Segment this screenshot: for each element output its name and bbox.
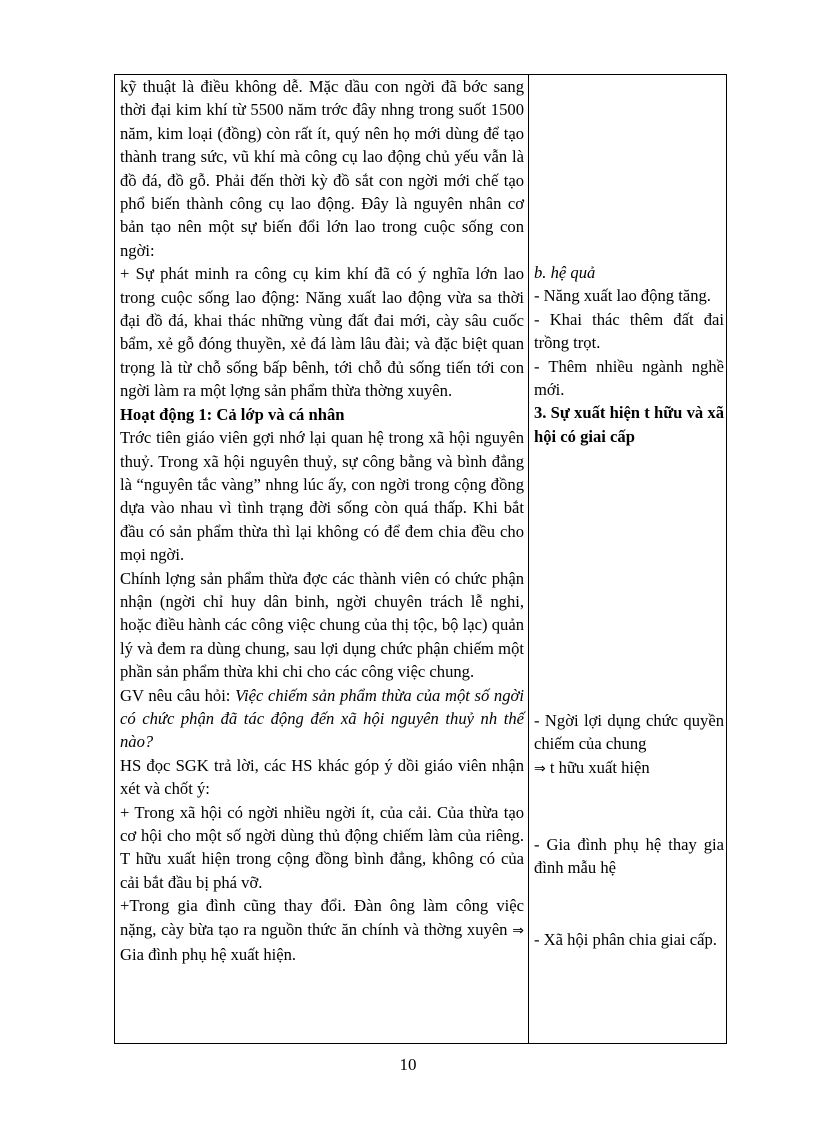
consequences-block — [534, 261, 724, 448]
paragraph-private-property: + Trong xã hội có ngời nhiều ngời ít, của cải. Của thừa tạo cơ hội cho một số ngời dùng thủ động chiếm làm của riêng. T hữu xuất hiện trong cộng đồng bình đẳng, không có của cải bắt đầu bị phá vỡ. — [120, 802, 524, 892]
content-column — [120, 75, 524, 966]
family-change-text: +Trong gia đình cũng thay đổi. Đàn ông làm công việc nặng, cày bừa tạo ra nguồn thức ăn chính và thờng xuyên — [120, 896, 524, 939]
paragraph-student-answer: HS đọc SGK trả lời, các HS khác góp ý dồi giáo viên nhận xét và chốt ý: — [120, 755, 524, 799]
lesson-table — [114, 74, 727, 1044]
question-text: Việc chiếm sản phẩm thừa của một số ngời có chức phận đã tác động đến xã hội nguyên thuỷ nh thế nào? — [120, 685, 524, 752]
arrow-icon: ⇒ — [534, 760, 546, 777]
paragraph-metal-tools: + Sự phát minh ra công cụ kim khí đã có ý nghĩa lớn lao trong cuộc sống lao động: Năng xuất lao động vừa sa thời đại đồ đá, khai thác những vùng đất đai mới, cày sâu cuốc bẩm, xẻ gỗ đóng thuyền, xẻ đá làm lâu đài; và đặc biệt quan trọng là từ chỗ sống bấp bênh, tới chỗ đủ sống tiến tới con ngời làm ra một lợng sản phẩm thừa thờng xuyên. — [120, 264, 524, 401]
note-private-ownership — [534, 756, 724, 781]
arrow-icon: ⇒ — [512, 922, 524, 939]
note-text: - Gia đình phụ hệ thay gia đình mẫu hệ — [534, 835, 724, 878]
paragraph-tools-history: kỹ thuật là điều không dễ. Mặc dầu con ngời đã bớc sang thời đại kim khí từ 5500 năm trớc đây nhng trong suốt 1500 năm, kim loại (đồng) còn rất ít, quý nên họ mới dùng để tạo thành trang sức, vũ khí mà công cụ lao động chủ yếu vẫn là đồ đá, đồ gỗ. Phải đến thời kỳ đồ sắt con ngời mới chế tạo phổ biến thành công cụ lao động. Đây là nguyên nhân cơ bản tạo nên một sự biến đổi lớn lao trong cuộc sống con ngời: — [120, 77, 524, 260]
note-abuse-of-power — [534, 709, 724, 781]
paragraph-primitive-society: Trớc tiên giáo viên gợi nhớ lại quan hệ trong xã hội nguyên thuỷ. Trong xã hội nguyên thuỷ, sự công bằng và bình đẳng là “nguyên tắc vàng” nhng lúc ấy, con ngời trong cộng đồng dựa vào nhau vì tình trạng đời sống còn quá thấp. Khi bắt đầu có sản phẩm thừa thì lại không có để đem chia đều cho mọi ngời. — [120, 428, 524, 565]
consequence-item: - Năng xuất lao động tăng. — [534, 286, 711, 306]
consequences-subheading: b. hệ quả — [534, 263, 596, 282]
note-text: - Xã hội phân chia giai cấp. — [534, 930, 717, 949]
paragraph-family-change — [120, 894, 524, 966]
section-3-heading: 3. Sự xuất hiện t hữu và xã hội có giai cấp — [534, 403, 724, 446]
teacher-question — [120, 684, 524, 754]
paragraph-surplus: Chính lợng sản phẩm thừa đợc các thành viên có chức phận nhận (ngời chỉ huy dân binh, ngời chuyên trách lễ nghi, hoặc điều hành các công việc chung của thị tộc, bộ lạc) quản lý và đem ra dùng chung, sau lợi dụng chức phận chiếm một phần sản phẩm thừa khi chi cho các công việc chung. — [120, 568, 524, 682]
page-number: 10 — [399, 1055, 417, 1074]
consequence-item: - Thêm nhiều ngành nghề mới. — [534, 356, 724, 400]
family-change-tail: Gia đình phụ hệ xuất hiện. — [120, 945, 297, 965]
note-text: - Ngời lợi dụng chức quyền chiếm của chung — [534, 711, 724, 754]
note-class-society — [534, 928, 724, 951]
notes-column — [534, 75, 724, 1043]
column-divider — [528, 75, 529, 1043]
activity-heading: Hoạt động 1: Cả lớp và cá nhân — [120, 404, 345, 424]
consequence-item: - Khai thác thêm đất đai trồng trọt. — [534, 309, 724, 353]
note-patriarchy — [534, 833, 724, 880]
note-text: t hữu xuất hiện — [545, 757, 650, 777]
question-prefix: GV nêu câu hỏi: — [120, 685, 236, 705]
